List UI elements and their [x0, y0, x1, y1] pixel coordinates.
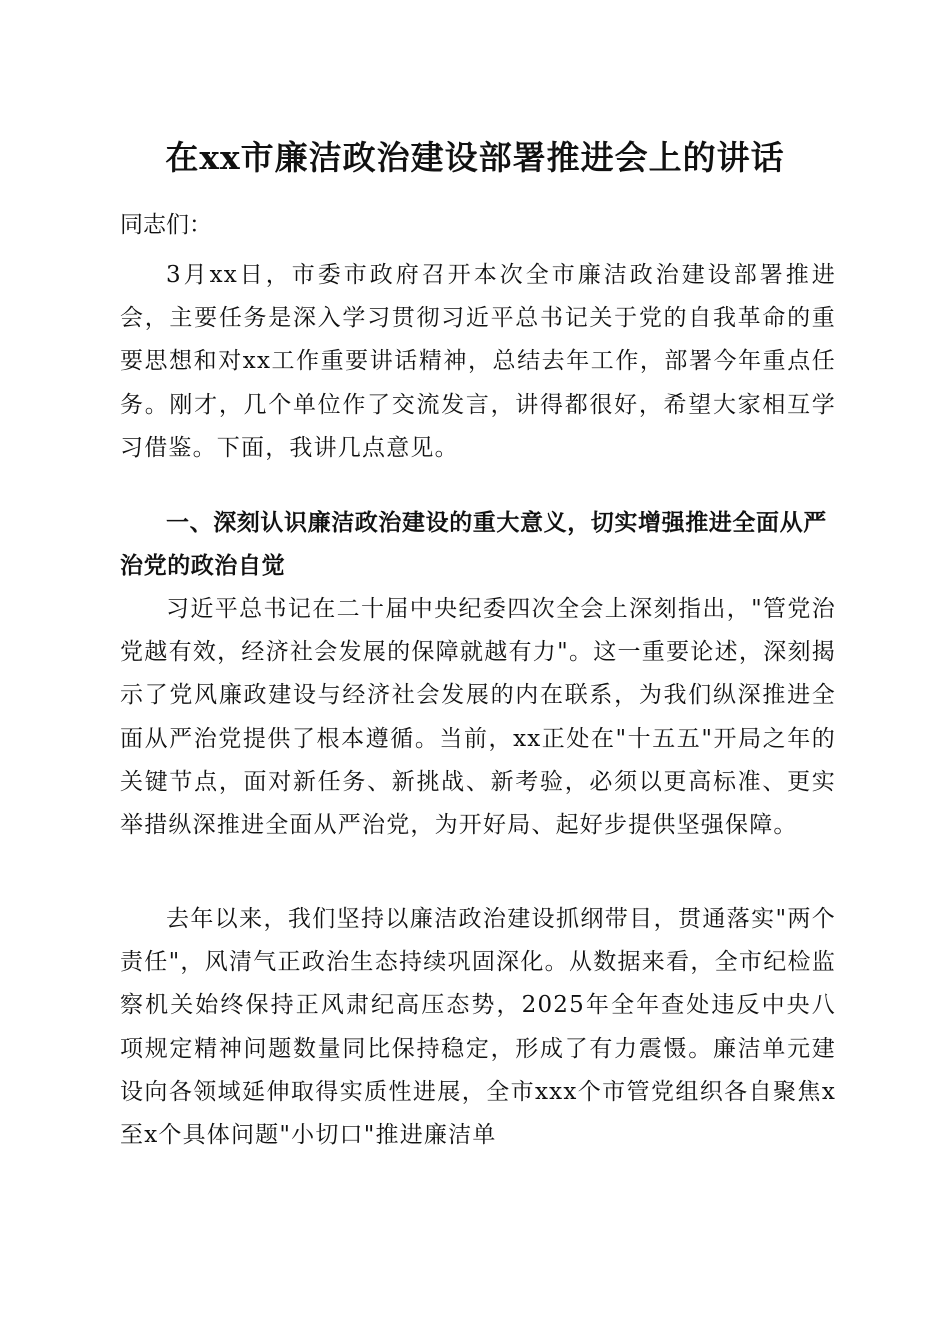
salutation: 同志们：	[120, 212, 212, 238]
document-title: 在xx市廉洁政治建设部署推进会上的讲话	[165, 138, 785, 177]
section-1-paragraph-2: 去年以来，我们坚持以廉洁政治建设抓纲带目，贯通落实"两个责任"，风清气正政治生态持续巩固深化。从数据来看，全市纪检监察机关始终保持正风肃纪高压态势，2025年全年查处违反中央八项规定精神问题数量同比保持稳定，形成了有力震慑。廉洁单元建设向各领域延伸取得实质性进展，全市xxx个市管党组织各自聚焦x至x个具体问题"小切口"推进廉洁单	[120, 906, 836, 1149]
section-1-paragraph-1: 习近平总书记在二十届中央纪委四次全会上深刻指出，"管党治党越有效，经济社会发展的保障就越有力"。这一重要论述，深刻揭示了党风廉政建设与经济社会发展的内在联系，为我们纵深推进全面从严治党提供了根本遵循。当前，xx正处在"十五五"开局之年的关键节点，面对新任务、新挑战、新考验，必须以更高标准、更实举措纵深推进全面从严治党，为开好局、起好步提供坚强保障。	[120, 596, 836, 839]
section-heading-1: 一、深刻认识廉洁政治建设的重大意义，切实增强推进全面从严治党的政治自觉	[120, 510, 827, 580]
intro-paragraph: 3月xx日，市委市政府召开本次全市廉洁政治建设部署推进会，主要任务是深入学习贯彻习近平总书记关于党的自我革命的重要思想和对xx工作重要讲话精神，总结去年工作，部署今年重点任务。刚才，几个单位作了交流发言，讲得都很好，希望大家相互学习借鉴。下面，我讲几点意见。	[120, 262, 836, 461]
